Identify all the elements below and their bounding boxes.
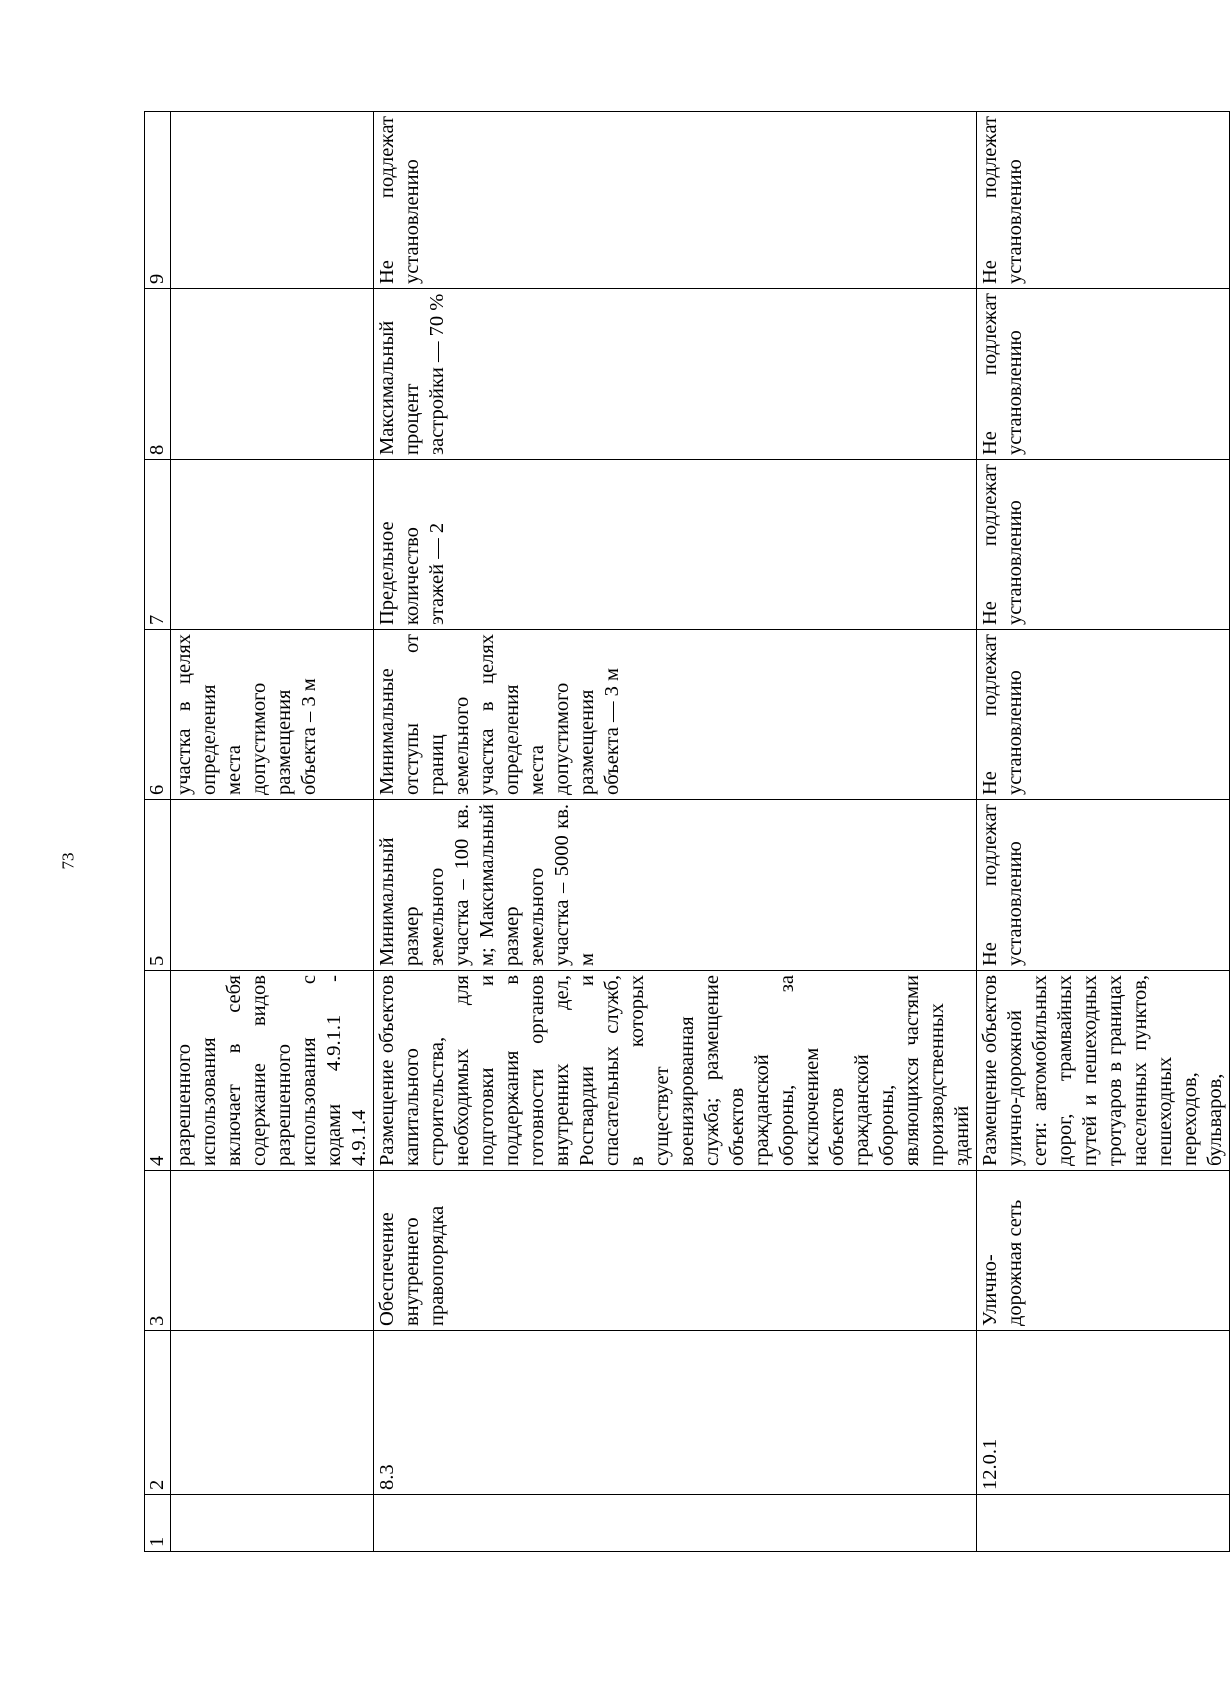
cell-use-description: разрешенного использования включает в себя содержание видов разрешенного использования с кодами 4.9.1.1 - 4.9.1.4 [171, 971, 374, 1171]
column-number-row [145, 112, 171, 1552]
cell-setbacks: участка в целях определения места допустимого размещения объекта – 3 м [171, 630, 374, 800]
cell-other-limits: Не подлежат установлению [977, 112, 1230, 289]
cell-use-name [171, 1171, 374, 1331]
cell-other-limits: Не подлежат установлению [374, 112, 977, 289]
column-number: 2 [145, 1331, 171, 1495]
column-number: 6 [145, 630, 171, 800]
cell-code: 8.3 [374, 1331, 977, 1495]
column-number: 8 [145, 289, 171, 460]
table-row [374, 112, 977, 1552]
cell-setbacks: Минимальные отступы от границ земельного участка в целях определения места допустимого размещения объекта — 3 м [374, 630, 977, 800]
column-number: 3 [145, 1171, 171, 1331]
cell-plot-size [171, 800, 374, 971]
cell-coverage: Не подлежат установлению [977, 289, 1230, 460]
cell-use-description: Размещение объектов улично-дорожной сети: автомобильных дорог, трамвайных путей и пешеходных тротуаров в границах населенных пунктов, пешеходных переходов, бульваров, [977, 971, 1230, 1171]
cell-use-name: Улично-дорожная сеть [977, 1171, 1230, 1331]
cell-index [374, 1495, 977, 1552]
column-number: 9 [145, 112, 171, 289]
page-number: 73 [58, 852, 78, 870]
column-number: 5 [145, 800, 171, 971]
cell-code [171, 1331, 374, 1495]
cell-floors: Не подлежат установлению [977, 460, 1230, 630]
table-row [977, 112, 1230, 1552]
cell-coverage: Максимальный процент застройки — 70 % [374, 289, 977, 460]
cell-plot-size: Не подлежат установлению [977, 800, 1230, 971]
cell-plot-size: Минимальный размер земельного участка – 100 кв. м; Максимальный размер земельного участка – 5000 кв. м [374, 800, 977, 971]
cell-coverage [171, 289, 374, 460]
column-number: 7 [145, 460, 171, 630]
table-row [171, 112, 374, 1552]
cell-code: 12.0.1 [977, 1331, 1230, 1495]
regulations-table [144, 111, 1230, 1552]
cell-use-description: Размещение объектов капитального строительства, необходимых для подготовки и поддержания в готовности органов внутренних дел, Росгвардии и спасательных служб, в которых существует военизированная служба; размещение объектов гражданской обороны, за исключением объектов гражданской обороны, являющихся частями производственных зданий [374, 971, 977, 1171]
cell-index [977, 1495, 1230, 1552]
cell-use-name: Обеспечение внутреннего правопорядка [374, 1171, 977, 1331]
column-number: 1 [145, 1495, 171, 1552]
column-number: 4 [145, 971, 171, 1171]
cell-floors [171, 460, 374, 630]
cell-index [171, 1495, 374, 1552]
rotated-table-container [144, 112, 1226, 1552]
cell-setbacks: Не подлежат установлению [977, 630, 1230, 800]
cell-other-limits [171, 112, 374, 289]
cell-floors: Предельное количество этажей — 2 [374, 460, 977, 630]
